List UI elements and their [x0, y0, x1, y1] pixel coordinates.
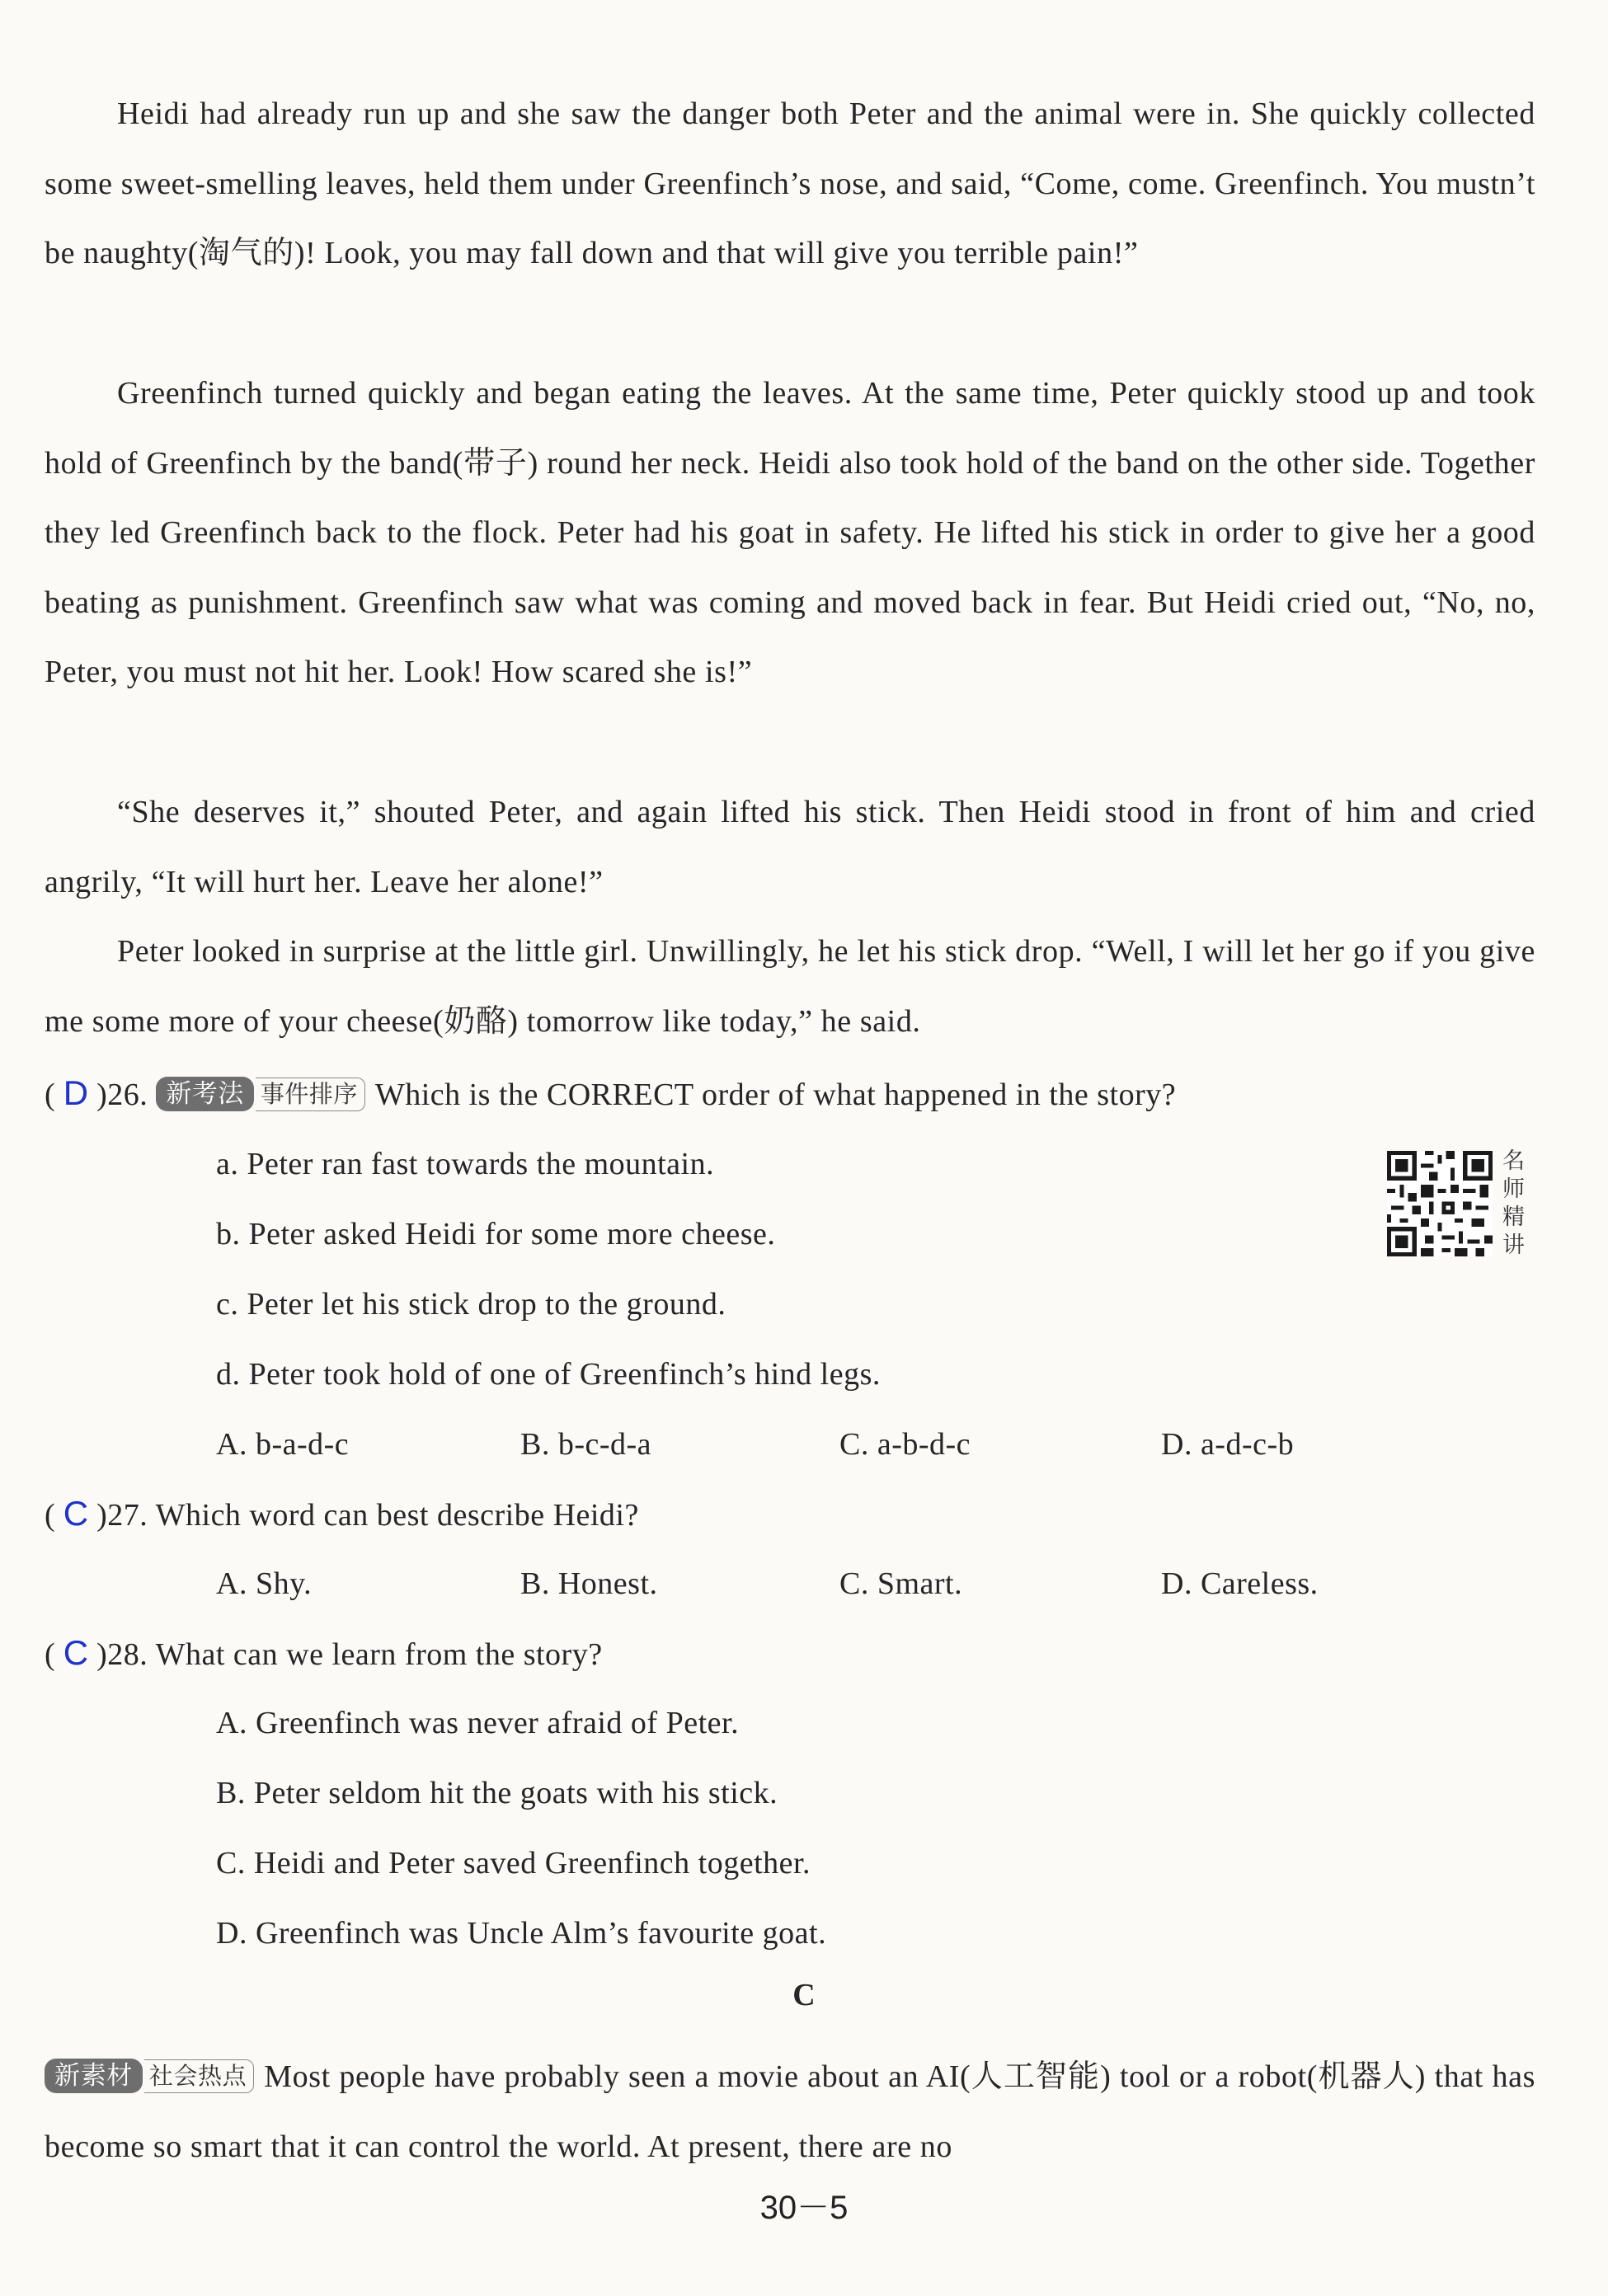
qr-label: 名 师 精 讲	[1502, 1148, 1525, 1258]
question-27: ( C )27. Which word can best describe Heidi?	[45, 1489, 639, 1538]
option-28-a: A. Greenfinch was never afraid of Peter.	[216, 1706, 740, 1740]
qr-code-icon[interactable]	[1387, 1151, 1493, 1256]
passage-paragraph-2: Greenfinch turned quickly and began eating the leaves. At the same time, Peter quickly stood up and took hold of Greenfinch by the band(带子) round her neck. Heidi also took hold of the band on the other side. Together they led Greenfinch back to the flock. Peter had his goat in safety. He lifted his stick in order to give her a good beating as punishment. Greenfinch saw what was coming and moved back in fear. But Heidi cried out, “No, no, Peter, you must not hit her. Look! How scared she is!”	[45, 376, 1535, 690]
passage-paragraph-4: Peter looked in surprise at the little girl. Unwillingly, he let his stick drop. “Well, I will let her go if you give me some more of your cheese(奶酪) tomorrow like today,” he said.	[45, 934, 1535, 1039]
passage-paragraph-3: “She deserves it,” shouted Peter, and again lifted his stick. Then Heidi stood in front of him and cried angrily, “It will hurt her. Leave her alone!”	[45, 795, 1535, 899]
event-c: c. Peter let his stick drop to the ground.	[216, 1287, 726, 1322]
question-28-text: What can we learn from the story?	[155, 1637, 603, 1672]
option-26-a: A. b-a-d-c	[216, 1427, 350, 1462]
event-d: d. Peter took hold of one of Greenfinch’s hind legs.	[216, 1357, 881, 1392]
answer-28: C	[63, 1633, 89, 1672]
section-c-title: C	[792, 1978, 816, 2012]
option-28-d: D. Greenfinch was Uncle Alm’s favourite goat.	[216, 1916, 827, 1951]
option-27-a: A. Shy.	[216, 1566, 313, 1601]
option-27-d: D. Careless.	[1161, 1566, 1319, 1601]
option-26-c: C. a-b-d-c	[839, 1427, 971, 1462]
tag-new-test-method: 新考法	[156, 1077, 254, 1111]
question-28: ( C )28. What can we learn from the story?	[45, 1628, 603, 1678]
option-28-c: C. Heidi and Peter saved Greenfinch together.	[216, 1846, 811, 1880]
option-26-d: D. a-d-c-b	[1161, 1427, 1295, 1462]
tag-event-order: 事件排序	[256, 1078, 365, 1111]
tag-new-material: 新素材	[45, 2059, 143, 2093]
option-27-c: C. Smart.	[839, 1566, 963, 1601]
option-28-b: B. Peter seldom hit the goats with his stick.	[216, 1776, 778, 1810]
answer-27: C	[63, 1494, 89, 1533]
event-b: b. Peter asked Heidi for some more cheese.	[216, 1217, 776, 1251]
event-a: a. Peter ran fast towards the mountain.	[216, 1147, 715, 1181]
question-26-text: Which is the CORRECT order of what happened in the story?	[374, 1078, 1177, 1112]
answer-26: D	[63, 1073, 89, 1112]
passage-paragraph-1: Heidi had already run up and she saw the danger both Peter and the animal were in. She quickly collected some sweet-smelling leaves, held them under Greenfinch’s nose, and said, “Come, come. Greenfinch. You mustn’t be naughty(淘气的)! Look, you may fall down and that will give you terrible pain!”	[45, 96, 1535, 271]
page-number: 30－5	[759, 2190, 849, 2226]
section-c-paragraph: 新素材 社会热点 Most people have probably seen a movie about an AI(人工智能) tool or a robot(机器人) that has become so smart that it can control the world. At present, there are no	[45, 2059, 1535, 2164]
question-27-text: Which word can best describe Heidi?	[155, 1498, 639, 1533]
option-27-b: B. Honest.	[520, 1566, 658, 1601]
tag-social-hotspot: 社会热点	[144, 2059, 254, 2093]
question-26: ( D )26. 新考法 事件排序 Which is the CORRECT order of what happened in the story?	[45, 1068, 1176, 1118]
option-26-b: B. b-c-d-a	[520, 1427, 652, 1462]
